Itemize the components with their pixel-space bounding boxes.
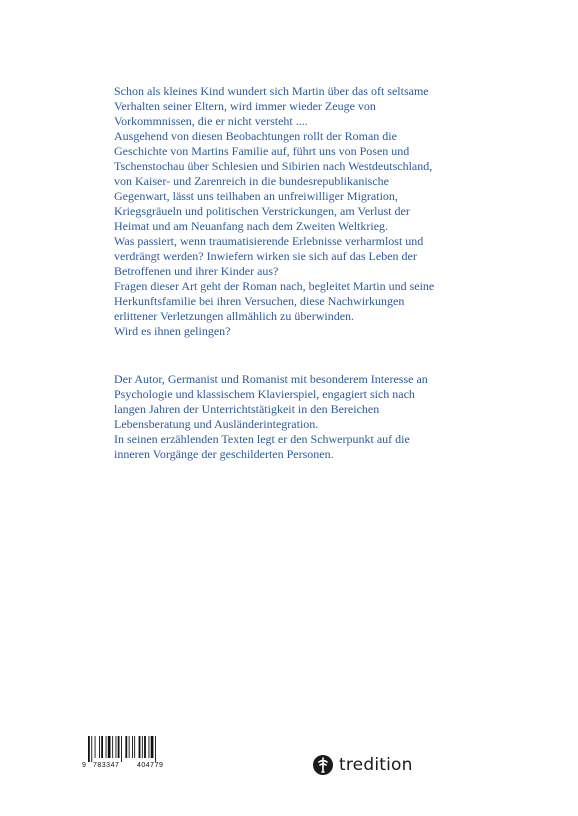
- author-bio-line: inneren Vorgänge der geschilderten Personen.: [114, 447, 334, 461]
- tredition-logo-icon: [313, 755, 333, 775]
- synopsis-line: Herkunftsfamilie bei ihren Versuchen, diese Nachwirkungen: [114, 294, 405, 308]
- barcode-bar: [112, 736, 113, 758]
- synopsis-line: Vorkommnissen, die er nicht versteht ....: [114, 114, 308, 128]
- barcode-bar: [106, 736, 107, 758]
- author-bio-line: langen Jahren der Unterrichtstätigkeit in den Bereichen: [114, 402, 380, 416]
- barcode-bar: [144, 736, 146, 758]
- synopsis-line: Was passiert, wenn traumatisierende Erlebnisse verharmlost und: [114, 234, 424, 248]
- barcode-bar: [101, 736, 103, 758]
- publisher-logo: [313, 755, 413, 775]
- author-bio-line: Psychologie und klassischem Klavierspiel, engagiert sich nach: [114, 387, 415, 401]
- barcode-bar: [132, 736, 133, 758]
- synopsis-line: verdrängt werden? Inwiefern wirken sie sich auf das Leben der: [114, 249, 417, 263]
- barcode-bar: [129, 736, 130, 758]
- author-bio: [114, 372, 484, 462]
- barcode-bar: [118, 736, 120, 758]
- synopsis-line: Heimat und am Neuanfang nach dem Zweiten Weltkrieg.: [114, 219, 389, 233]
- barcode-bar: [95, 736, 96, 758]
- synopsis-line: Geschichte von Martins Familie auf, führt uns von Posen und: [114, 144, 410, 158]
- publisher-name: tredition: [339, 755, 413, 775]
- barcode-bar: [99, 736, 100, 758]
- barcode-bar: [149, 736, 150, 758]
- synopsis-line: Wird es ihnen gelingen?: [114, 324, 231, 338]
- author-bio-line: Lebensberatung und Ausländerintegration.: [114, 417, 319, 431]
- isbn-group-2: 404779: [137, 762, 164, 769]
- synopsis-line: Verhalten seiner Eltern, wird immer wieder Zeuge von: [114, 99, 376, 113]
- isbn-group-1: 783347: [93, 762, 120, 769]
- isbn-prefix: 9: [82, 762, 86, 769]
- synopsis-line: Gegenwart, lässt uns teilhaben an unfreiwilliger Migration,: [114, 189, 398, 203]
- synopsis-line: von Kaiser- und Zarenreich in die bundesrepublikanische: [114, 174, 389, 188]
- synopsis-text: [114, 84, 484, 339]
- barcode-bar: [139, 736, 141, 758]
- barcode-bar: [134, 736, 135, 758]
- barcode-bar: [108, 736, 111, 758]
- barcode-bars: [82, 736, 182, 762]
- author-bio-line: Der Autor, Germanist und Romanist mit besonderem Interesse an: [114, 372, 428, 386]
- synopsis-line: Ausgehend von diesen Beobachtungen rollt der Roman die: [114, 129, 397, 143]
- synopsis-line: Betroffenen und ihrer Kinder aus?: [114, 264, 279, 278]
- barcode-bar: [88, 736, 90, 762]
- author-bio-line: In seinen erzählenden Texten legt er den Schwerpunkt auf die: [114, 432, 410, 446]
- barcode-bar: [155, 736, 156, 762]
- synopsis-line: Schon als kleines Kind wundert sich Martin über das oft seltsame: [114, 84, 429, 98]
- synopsis-line: Fragen dieser Art geht der Roman nach, begleitet Martin und seine: [114, 279, 435, 293]
- barcode-bar: [125, 736, 127, 758]
- barcode-bar: [116, 736, 117, 758]
- synopsis-line: Tschenstochau über Schlesien und Sibirien nach Westdeutschland,: [114, 159, 433, 173]
- barcode-bar: [91, 736, 92, 762]
- synopsis-line: Kriegsgräueln und politischen Verstrickungen, am Verlust der: [114, 204, 410, 218]
- barcode-bar: [121, 736, 122, 762]
- barcode-bar: [142, 736, 143, 758]
- barcode-bar: [151, 736, 154, 758]
- synopsis-line: erlittener Verletzungen allmählich zu überwinden.: [114, 309, 355, 323]
